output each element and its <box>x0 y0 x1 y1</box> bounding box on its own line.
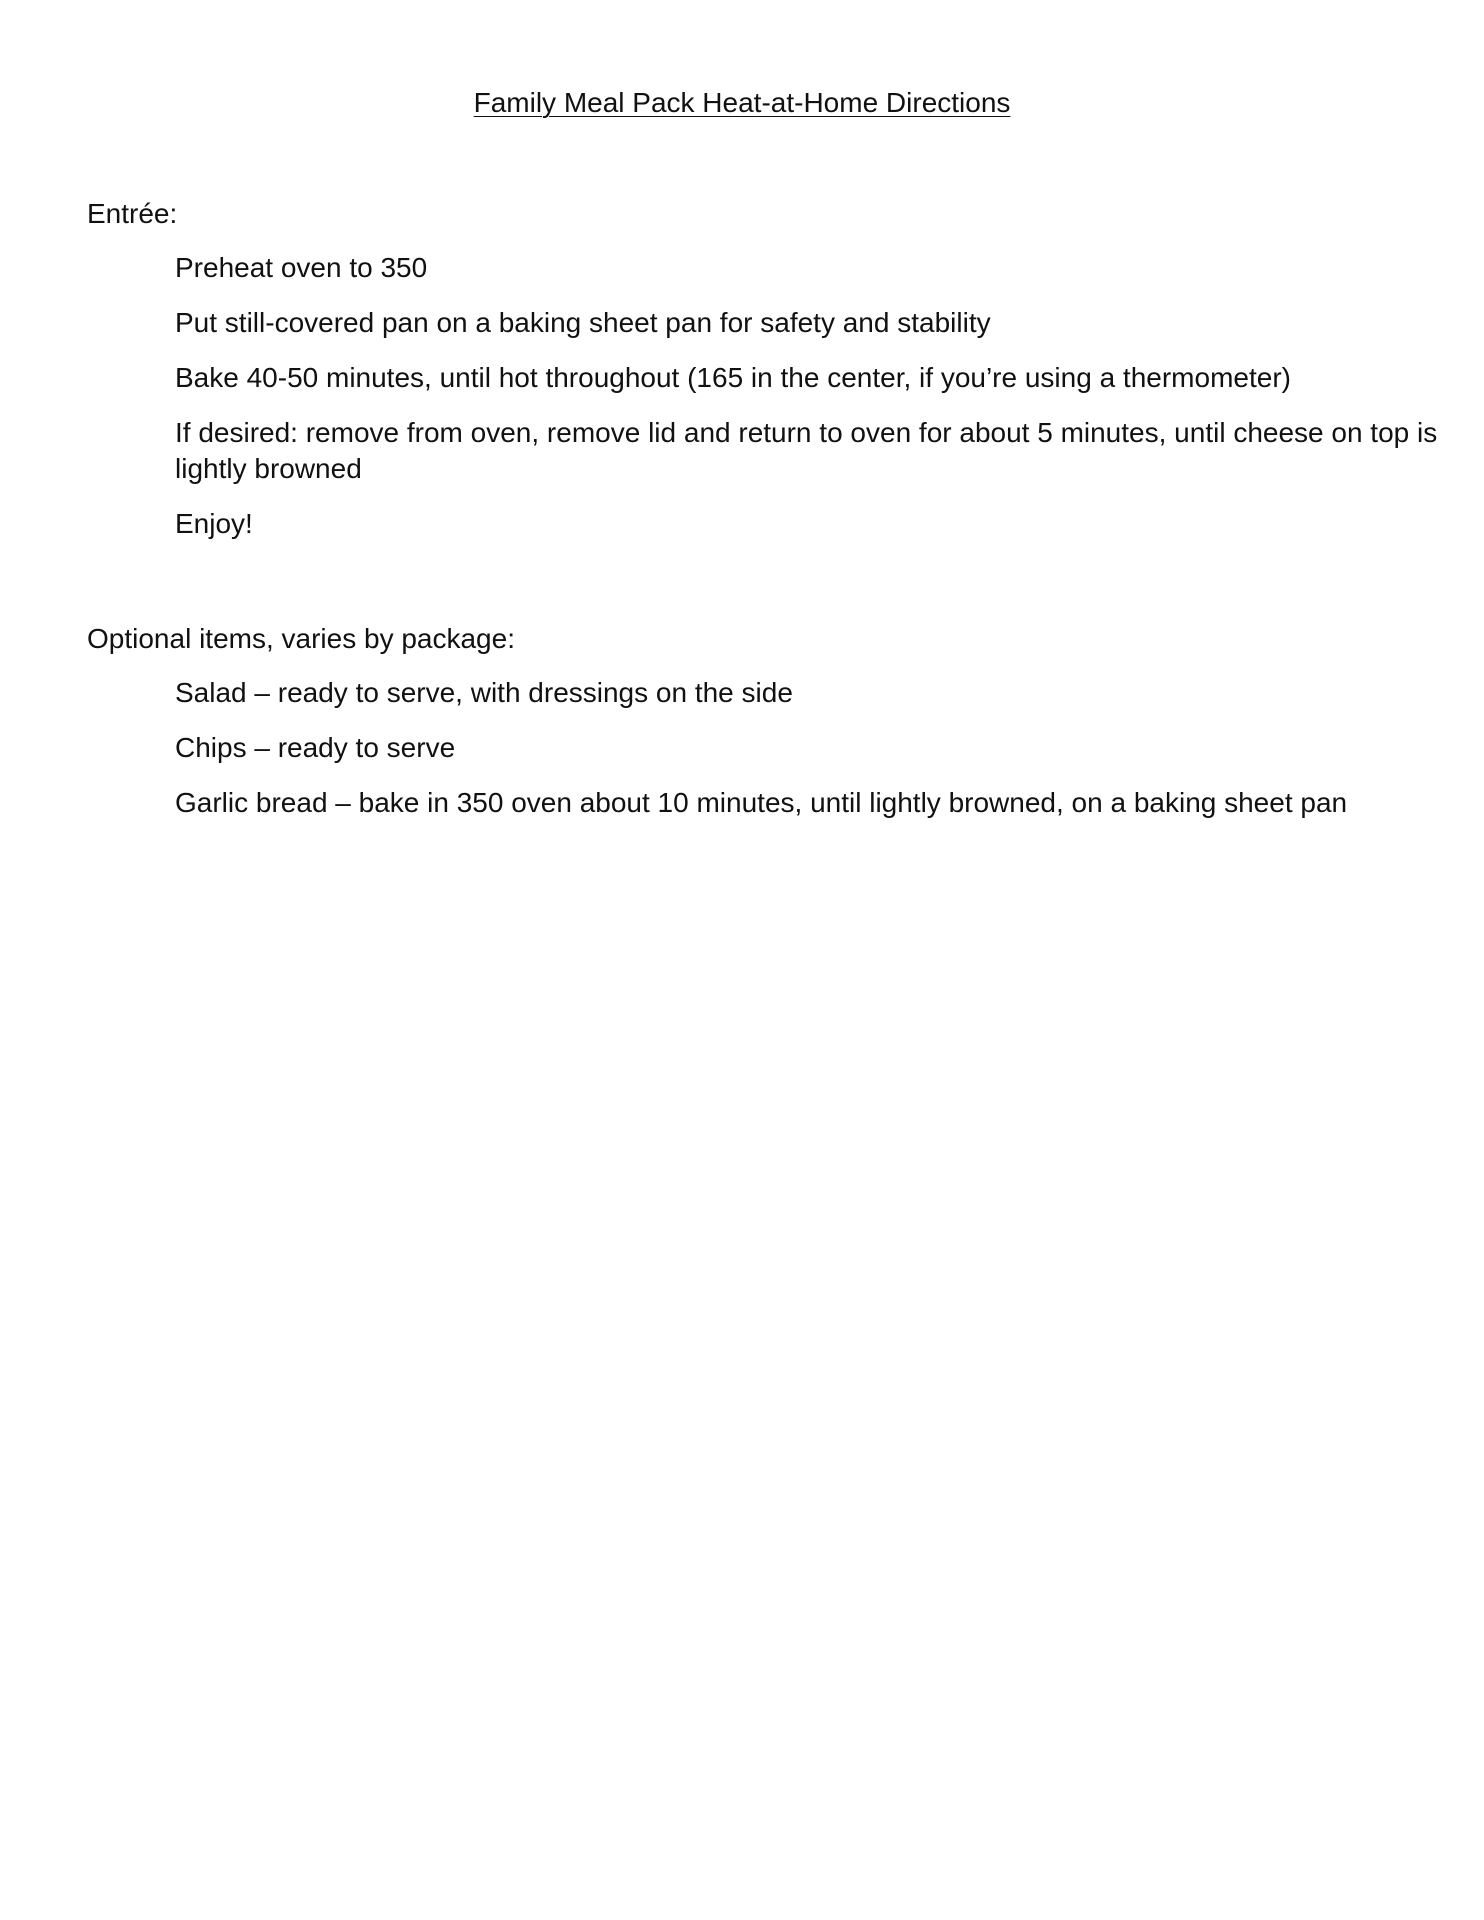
entree-section <box>87 196 1438 561</box>
optional-items-section <box>87 621 1427 840</box>
optional-item: Salad – ready to serve, with dressings on the side <box>175 677 793 708</box>
entree-step: Bake 40-50 minutes, until hot throughout (165 in the center, if you’re using a thermometer) <box>175 362 1291 393</box>
optional-items-list <box>87 675 1427 821</box>
optional-item: Chips – ready to serve <box>175 732 456 763</box>
entree-step: Put still-covered pan on a baking sheet pan for safety and stability <box>175 307 991 338</box>
optional-item: Garlic bread – bake in 350 oven about 10 minutes, until lightly browned, on a baking sheet pan <box>175 787 1348 818</box>
entree-steps-list <box>87 250 1438 542</box>
entree-step: If desired: remove from oven, remove lid and return to oven for about 5 minutes, until cheese on top is lightly browned <box>175 417 1438 484</box>
entree-heading: Entrée: <box>87 198 178 229</box>
entree-step: Enjoy! <box>175 508 253 539</box>
document-title: Family Meal Pack Heat-at-Home Directions <box>473 87 1011 118</box>
entree-step: Preheat oven to 350 <box>175 252 428 283</box>
optional-items-heading: Optional items, varies by package: <box>87 623 515 654</box>
